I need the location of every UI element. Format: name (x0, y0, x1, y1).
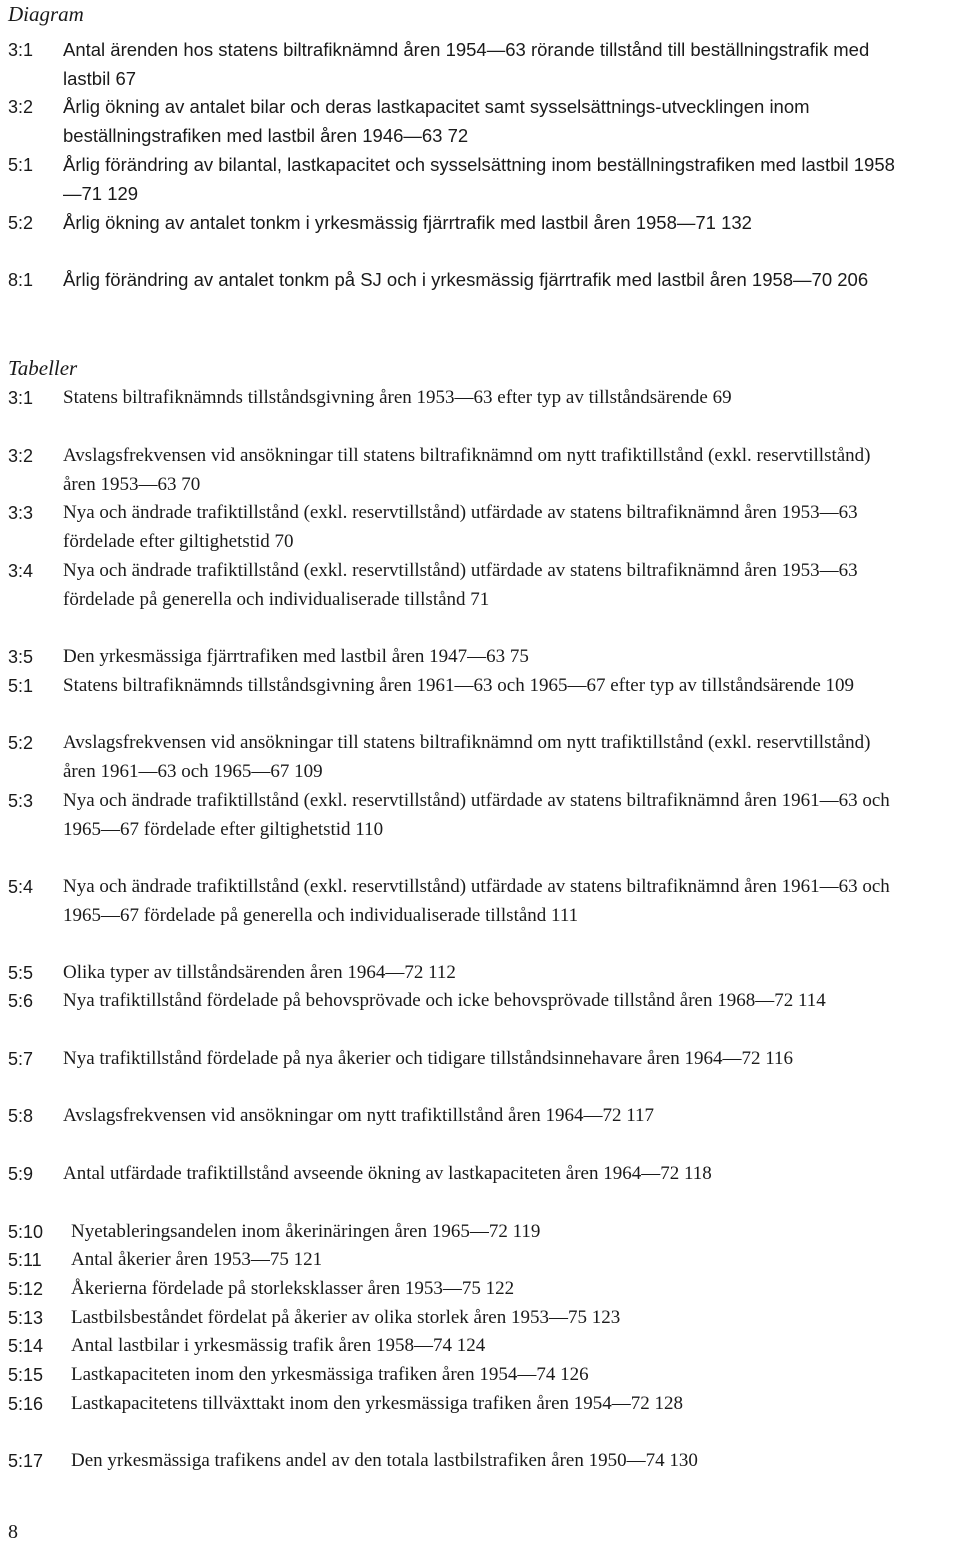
diagram-entry (8, 151, 953, 209)
table-entry (8, 1160, 953, 1189)
entry-text: Nya trafiktillstånd fördelade på behovsprövade och icke behovsprövade tillstånd åren 1968—72 114 (63, 990, 826, 1011)
entry-number: 3:5 (8, 647, 34, 667)
table-entry (8, 1332, 953, 1361)
entry-text: Årlig ökning av antalet tonkm i yrkesmässig fjärrtrafik med lastbil åren 1958—71 132 (63, 212, 752, 233)
entry-text: Årlig förändring av antalet tonkm på SJ och i yrkesmässig fjärrtrafik med lastbil åren 1958—70 206 (63, 269, 869, 290)
table-entry (8, 1275, 953, 1304)
entry-number: 5:2 (8, 733, 34, 753)
diagram-heading: Diagram (8, 2, 84, 26)
entry-number: 5:17 (8, 1451, 44, 1471)
entry-number: 3:1 (8, 40, 34, 60)
tabeller-heading: Tabeller (8, 356, 78, 380)
entry-number: 5:11 (8, 1250, 42, 1270)
entry-number: 5:9 (8, 1164, 34, 1184)
table-entry (8, 1246, 953, 1275)
table-entry (8, 557, 953, 615)
table-entry (8, 1447, 953, 1476)
entry-number: 8:1 (8, 270, 34, 290)
entry-number: 5:1 (8, 676, 34, 696)
entry-text: Olika typer av tillståndsärenden åren 1964—72 112 (63, 962, 456, 983)
entry-number: 5:12 (8, 1279, 44, 1299)
entry-text: Nya och ändrade trafiktillstånd (exkl. reservtillstånd) utfärdade av statens biltrafiknämnd åren 1953—63 fördelade på generella och individualiserade tillstånd 71 (63, 560, 858, 610)
table-entry (8, 873, 953, 931)
diagram-entry (8, 36, 953, 94)
entry-number: 3:1 (8, 388, 34, 408)
entry-number: 3:3 (8, 503, 34, 523)
entry-number: 5:10 (8, 1222, 44, 1242)
table-entry (8, 1218, 953, 1247)
table-entry (8, 987, 953, 1016)
entry-number: 5:1 (8, 155, 34, 175)
entry-number: 5:5 (8, 963, 34, 983)
entry-number: 5:16 (8, 1394, 44, 1414)
entry-text: Statens biltrafiknämnds tillståndsgivning åren 1961—63 och 1965—67 efter typ av tillståndsärende 109 (63, 675, 854, 696)
entry-number: 5:6 (8, 991, 34, 1011)
table-entry (8, 1304, 953, 1333)
entry-number: 5:13 (8, 1308, 44, 1328)
entry-text: Avslagsfrekvensen vid ansökningar till statens biltrafiknämnd om nytt trafiktillstånd (exkl. reservtillstånd) åren 1961—63 och 1965—67 109 (63, 732, 871, 782)
entry-number: 3:4 (8, 561, 34, 581)
entry-text: Den yrkesmässiga trafikens andel av den totala lastbilstrafiken åren 1950—74 130 (71, 1450, 698, 1471)
table-entry (8, 1102, 953, 1131)
page-number: 8 (8, 1521, 18, 1543)
entry-text: Statens biltrafiknämnds tillståndsgivning åren 1953—63 efter typ av tillståndsärende 69 (63, 387, 732, 408)
entry-text: Lastbilsbeståndet fördelat på åkerier av olika storlek åren 1953—75 123 (71, 1307, 621, 1328)
entry-text: Nya trafiktillstånd fördelade på nya åkerier och tidigare tillståndsinnehavare åren 1964—72 116 (63, 1048, 794, 1069)
entry-number: 5:14 (8, 1336, 44, 1356)
table-entry (8, 959, 953, 988)
entry-number: 5:2 (8, 213, 34, 233)
table-entry (8, 1045, 953, 1074)
entry-text: Antal ärenden hos statens biltrafiknämnd åren 1954—63 rörande tillstånd till beställningstrafik med lastbil 67 (63, 39, 870, 89)
table-entry (8, 1390, 953, 1419)
diagram-entry (8, 93, 953, 151)
entry-number: 5:15 (8, 1365, 44, 1385)
table-entry (8, 384, 953, 413)
entry-number: 3:2 (8, 446, 34, 466)
table-entry (8, 672, 953, 701)
entry-text: Nya och ändrade trafiktillstånd (exkl. reservtillstånd) utfärdade av statens biltrafiknämnd åren 1961—63 och 1965—67 fördelade på generella och individualiserade tillstånd 111 (63, 876, 890, 926)
entry-text: Antal utfärdade trafiktillstånd avseende ökning av lastkapaciteten åren 1964—72 118 (63, 1163, 712, 1184)
entry-text: Åkerierna fördelade på storleksklasser åren 1953—75 122 (71, 1278, 515, 1299)
table-entry (8, 499, 953, 557)
entry-number: 5:3 (8, 791, 34, 811)
diagram-entry (8, 209, 953, 238)
table-entry (8, 1361, 953, 1390)
entry-text: Årlig förändring av bilantal, lastkapacitet och sysselsättning inom beställningstrafiken med lastbil 1958—71 129 (63, 154, 895, 204)
table-entry (8, 442, 953, 500)
table-entry (8, 643, 953, 672)
entry-text: Nya och ändrade trafiktillstånd (exkl. reservtillstånd) utfärdade av statens biltrafiknämnd åren 1953—63 fördelade efter giltighetstid 70 (63, 502, 858, 552)
table-entry (8, 729, 953, 787)
entry-text: Nya och ändrade trafiktillstånd (exkl. reservtillstånd) utfärdade av statens biltrafiknämnd åren 1961—63 och 1965—67 fördelade efter giltighetstid 110 (63, 790, 890, 840)
entry-text: Avslagsfrekvensen vid ansökningar till statens biltrafiknämnd om nytt trafiktillstånd (exkl. reservtillstånd) åren 1953—63 70 (63, 445, 871, 495)
entry-text: Lastkapaciteten inom den yrkesmässiga trafiken åren 1954—74 126 (71, 1364, 589, 1385)
entry-number: 3:2 (8, 97, 34, 117)
entry-number: 5:4 (8, 877, 34, 897)
entry-text: Nyetableringsandelen inom åkerinäringen åren 1965—72 119 (71, 1221, 541, 1242)
entry-number: 5:8 (8, 1106, 34, 1126)
entry-text: Antal lastbilar i yrkesmässig trafik åren 1958—74 124 (71, 1335, 486, 1356)
diagram-entry (8, 266, 953, 295)
table-entry (8, 787, 953, 845)
entry-number: 5:7 (8, 1049, 34, 1069)
entry-text: Antal åkerier åren 1953—75 121 (71, 1249, 323, 1270)
entry-text: Avslagsfrekvensen vid ansökningar om nytt trafiktillstånd åren 1964—72 117 (63, 1105, 654, 1126)
entry-text: Årlig ökning av antalet bilar och deras lastkapacitet samt sysselsättnings-utvecklingen inom beställningstrafiken med lastbil åren 1946—63 72 (63, 96, 810, 146)
entry-text: Den yrkesmässiga fjärrtrafiken med lastbil åren 1947—63 75 (63, 646, 529, 667)
entry-text: Lastkapacitetens tillväxttakt inom den yrkesmässiga trafiken åren 1954—72 128 (71, 1393, 684, 1414)
